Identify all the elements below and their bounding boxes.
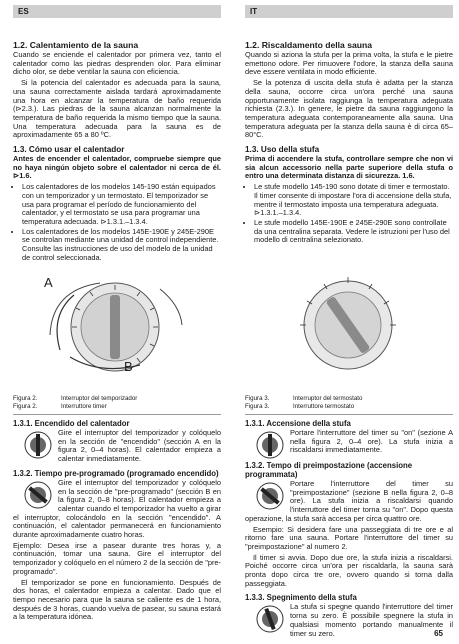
es-section-1-2-title: 1.2. Calentamiento de la sauna <box>13 40 139 50</box>
list-item: • Los calentadores de los modelos 145-190 están equipados con un temporizador y un termostato. El temporizador se usa para programar el período de funcionamiento del calentador, y el termostato se usa para programar una temperatura adecuada. ⊳1.3.1.–1.3.4. <box>22 183 221 227</box>
es-figure-caption <box>13 395 221 410</box>
figure-label-a: A <box>44 275 53 290</box>
figure-caption-text: Interruptor del temporizador <box>61 395 138 402</box>
timer-knob-icon <box>255 430 285 460</box>
it-section-1-3-1-text: Portare l'interruttore del timer su "on" (sezione A nella figura 2, 0–4 ore). La stufa inizia a riscaldarsi immediatamente. <box>290 428 453 455</box>
list-item: • Le stufe modello 145E-190E e 245E-290E sono controllate da una centralina separata. Vedere le istruzioni per l'uso del modello di centralina selezionato. <box>254 219 453 245</box>
it-section-1-2-title: 1.2. Riscaldamento della sauna <box>245 40 373 50</box>
it-figure-caption <box>245 395 453 410</box>
figure-label-b: B <box>124 359 133 374</box>
es-section-1-3-1-title: 1.3.1. Encendido del calentador <box>13 419 130 428</box>
timer-knob-icon <box>23 430 53 460</box>
es-section-1-3-2-p3: El temporizador se pone en funcionamiento. Después de dos horas, el calentador empieza a calentar. Dado que el tiempo necesario para que la sauna se caliente es de 1 hora, después de 3 horas, cuando vuelva de pasear, su sauna estará a la temperatura idónea. <box>13 577 221 622</box>
it-section-1-3-3-title: 1.3.3. Spegnimento della stufa <box>245 593 357 603</box>
timer-knob-icon <box>255 604 285 634</box>
divider <box>13 414 221 415</box>
it-section-1-2-p2: Se la potenza di uscita della stufa è adatta per la stanza della sauna, occorre circa un'ora perché una sauna opportunamente isolata raggiunga la temperatura adeguata richiesta (2.3.). In genere, le pietre da sauna raggiungono la temperatura adeguata contemporaneamente alla sauna. Una temperatura adeguata per la stanza della sauna è di circa 65–80°C. <box>245 78 453 140</box>
es-section-1-3-1-text: Gire el interruptor del temporizador y colóquelo en la sección de "encendido" (sección A en la figura 2, 0–4 horas). El calentador empieza a calentar inmediatamente. <box>58 428 221 464</box>
figure-number: Figura 3. <box>245 402 270 410</box>
es-section-1-3-2-title: 1.3.2. Tiempo pre-programado (programado encendido) <box>13 468 219 478</box>
column-es <box>13 40 221 265</box>
it-section-1-2-p1: Quando si aziona la stufa per la prima volta, la stufa e le pietre emettono odore. Per rimuovere l'odore, la stanza della sauna deve essere ventilata in modo efficiente. <box>245 50 453 77</box>
it-section-1-3-2-p1: Portare l'interruttore del timer su "preimpostazione" (sezione B nella figura 2, 0–8 ore). La stufa inizia a riscaldarsi quando l'interruttore del timer torna su "on". Dopo questa operazione, la stufa sarà accesa per circa quattro ore. <box>245 479 453 523</box>
es-section-1-2-p2: Si la potencia del calentador es adecuada para la sauna, una sauna correctamente aislada tardará aproximadamente una hora en alcanzar la temperatura de baño requerida (⊳2.3.). Las piedras de la sauna alcanzan normalmente la temperatura de baño requerida la mismo tiempo que la sauna. Una temperatura adecuada para la sauna es de aproximadamente 65 a 80 ºC. <box>13 78 221 140</box>
es-models-list <box>13 183 221 262</box>
timer-dial-figure <box>30 265 200 375</box>
language-header-it: IT <box>245 5 453 18</box>
thermostat-dial-figure <box>268 265 428 375</box>
column-es-lower <box>13 419 221 624</box>
it-section-1-3-1-title: 1.3.1. Accensione della stufa <box>245 419 351 428</box>
es-section-1-3-warning: Antes de encender el calentador, compruebe siempre que no haya ningún objeto sobre el calentador ni cerca de él. ⊳1.6. <box>13 154 221 181</box>
es-section-1-3-title: 1.3. Cómo usar el calentador <box>13 145 125 155</box>
figure-caption-text: Interruttore timer <box>61 402 107 410</box>
column-it-lower <box>245 419 453 640</box>
timer-knob-icon <box>23 480 53 510</box>
page-number: 65 <box>434 629 443 638</box>
divider <box>245 414 453 415</box>
list-item: • Le stufe modello 145-190 sono dotate di timer e termostato. Il timer consente di impostare l'ora di accensione della stufa, mentre il termostato imposta una temperatura adeguata. ⊳1.3.1.–1.3.4. <box>254 183 453 218</box>
es-section-1-3-2-p1: Gire el interruptor del temporizador y colóquelo en la sección de "pre-programado" (sección B en la figura 2, 0–8 horas). El calentador empieza a calentar cuando el temporizador ha vuelto a girar el interruptor, colocándolo en la sección "encendido". A continuación, el calentador permanecerá en funcionamiento durante aproximadamente cuatro horas. <box>13 477 221 540</box>
it-section-1-3-2-p3: Il timer si avvia. Dopo due ore, la stufa inizia a riscaldarsi. Poiché occorre circa un'ora per riscaldarla, la sauna sarà pronta dopo circa tre ore, ovvero quando si torna dalla passeggiata. <box>245 552 453 588</box>
language-header-es: ES <box>13 5 221 18</box>
it-models-list <box>245 183 453 245</box>
it-section-1-3-title: 1.3. Uso della stufa <box>245 145 320 155</box>
figure-number: Figura 3. <box>245 395 270 402</box>
it-section-1-3-2-title: 1.3.2. Tempo di preimpostazione (accensione programmata) <box>245 461 413 479</box>
figure-number: Figura 2. <box>13 395 38 402</box>
figure-caption-text: Interruttore termostato <box>293 402 355 410</box>
es-section-1-3-2-p2: Ejemplo: Desea irse a pasear durante tres horas y, a continuación, tomar una sauna. Gire el interruptor del temporizador y colóquelo en el número 2 de la sección de "pre-programado". <box>13 540 221 576</box>
it-section-1-3-3-text: La stufa si spegne quando l'interruttore del timer torna su zero. È possibile spegnere la stufa in qualsiasi momento portando manualmente il timer su zero. <box>290 602 453 638</box>
list-item: • Los calentadores de los modelos 145E-190E y 245E-290E se controlan mediante una unidad de control independiente. Consulte las instrucciones de uso del modelo de la unidad de control seleccionada. <box>22 228 221 263</box>
column-it <box>245 40 453 248</box>
figure-number: Figura 2. <box>13 402 38 410</box>
es-section-1-2-p1: Cuando se enciende el calentador por primera vez, tanto el calentador como las piedras desprenden olor. Para eliminar dicho olor, se debe ventilar la sauna con eficiencia. <box>13 50 221 77</box>
it-section-1-3-2-p2: Esempio: Si desidera fare una passeggiata di tre ore e al ritorno fare una sauna. Portare l'interruttore del timer su "preimpostazione" al numero 2. <box>245 524 453 551</box>
it-section-1-3-warning: Prima di accendere la stufa, controllare sempre che non vi sia alcun accessorio nella parte superiore della stufa o entro una determinata distanza di sicurezza. 1.6. <box>245 154 453 181</box>
figure-caption-text: Interruptor del termostato <box>293 395 363 402</box>
timer-knob-icon <box>255 481 285 511</box>
